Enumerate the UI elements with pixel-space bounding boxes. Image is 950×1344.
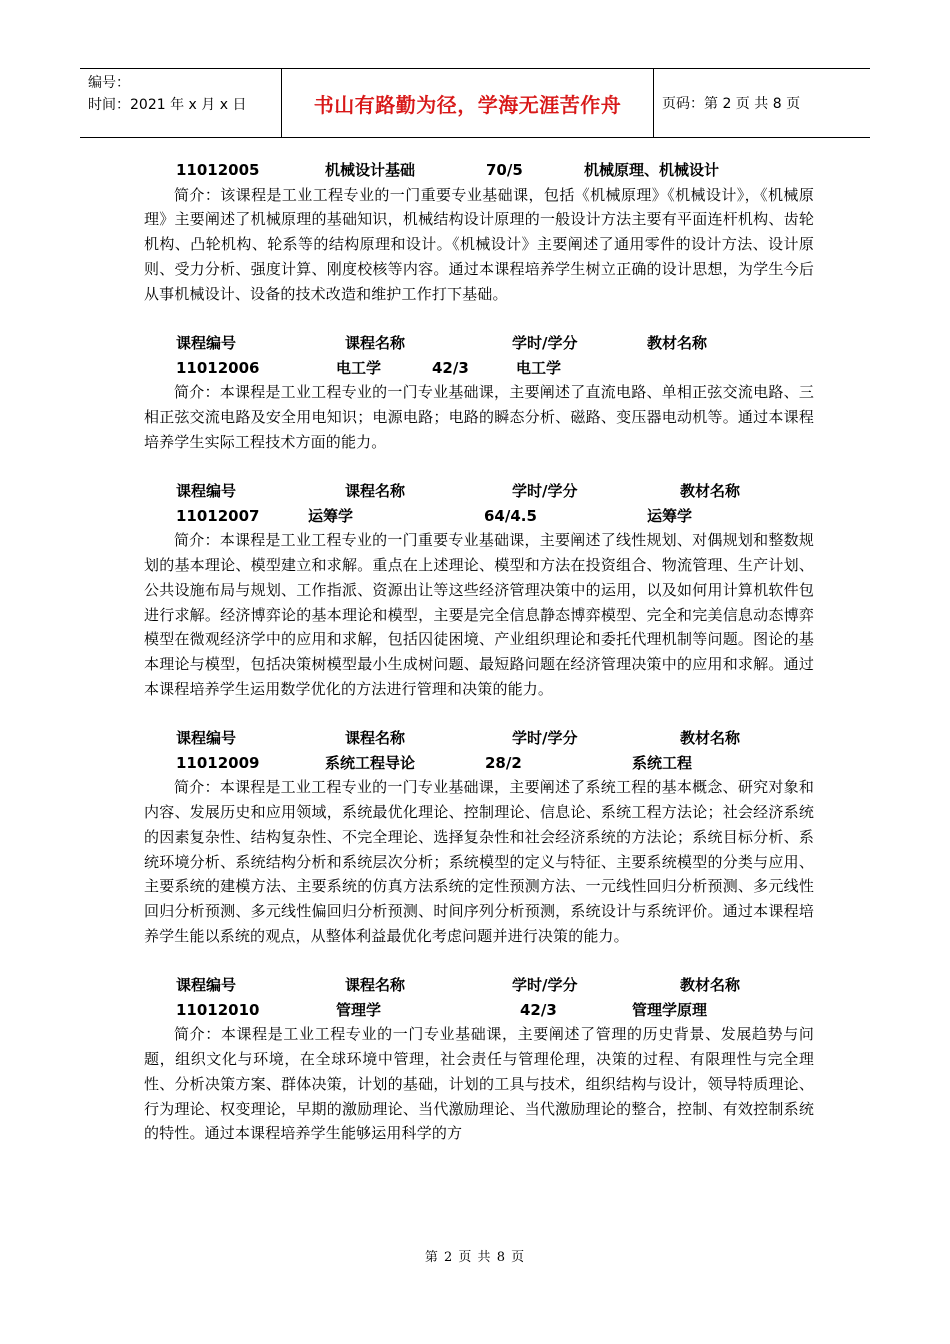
- course-column-headers: [144, 973, 814, 998]
- column-name-label: 课程名称: [345, 729, 406, 748]
- column-textbook-label: 教材名称: [647, 333, 708, 352]
- course-textbook: 管理学原理: [632, 1000, 708, 1019]
- course-name: 运筹学: [308, 506, 354, 525]
- course-entry: [144, 726, 814, 948]
- course-hours: 70/5: [486, 161, 523, 179]
- page-footer: 第 2 页 共 8 页: [424, 1250, 526, 1265]
- course-textbook: 系统工程: [632, 753, 693, 772]
- course-entry: [144, 331, 814, 454]
- column-hours-label: 学时/学分: [512, 729, 578, 748]
- course-column-headers: [144, 331, 814, 356]
- course-code: 11012005: [176, 161, 260, 179]
- column-textbook-label: 教材名称: [680, 729, 741, 748]
- course-intro: 简介：本课程是工业工程专业的一门专业基础课，主要阐述了管理的历史背景、发展趋势与问题，组织文化与环境，在全球环境中管理，社会责任与管理伦理，决策的过程、有限理性与完全理性、分析决策方案、群体决策，计划的基础，计划的工具与技术，组织结构与设计，领导特质理论、行为理论、权变理论，早期的激励理论、当代激励理论、当代激励理论的整合，控制、有效控制系统的特性。通过本课程培养学生能够运用科学的方: [144, 1025, 814, 1143]
- course-hours: 42/3: [432, 358, 469, 377]
- course-intro: 简介：本课程是工业工程专业的一门专业基础课，主要阐述了直流电路、单相正弦交流电路、三相正弦交流电路及安全用电知识；电源电路；电路的瞬态分析、磁路、变压器电动机等。通过本课程培养学生实际工程技术方面的能力。: [144, 383, 814, 451]
- course-textbook: 电工学: [516, 358, 562, 377]
- header-page-number: 页码：第 2 页 共 8 页: [662, 96, 801, 112]
- column-code-label: 课程编号: [176, 333, 237, 352]
- column-code-label: 课程编号: [176, 729, 237, 748]
- column-textbook-label: 教材名称: [680, 976, 741, 995]
- course-info-row: [144, 504, 814, 529]
- course-intro: 简介：本课程是工业工程专业的一门专业基础课，主要阐述了系统工程的基本概念、研究对象和内容、发展历史和应用领域，系统最优化理论、控制理论、信息论、系统工程方法论；社会经济系统的因素复杂性、结构复杂性、不完全理论、选择复杂性和社会经济系统的方法论；系统目标分析、系统环境分析、系统结构分析和系统层次分析；系统模型的定义与特征、主要系统模型的分类与应用、主要系统的建模方法、主要系统的仿真方法系统的定性预测方法、一元线性回归分析预测、多元线性回归分析预测、多元线性偏回归分析预测、时间序列分析预测，系统设计与系统评价。通过本课程培养学生能以系统的观点，从整体利益最优化考虑问题并进行决策的能力。: [144, 778, 814, 945]
- course-column-headers: [144, 479, 814, 504]
- column-name-label: 课程名称: [345, 333, 406, 352]
- course-textbook: 机械原理、机械设计: [584, 161, 720, 179]
- column-code-label: 课程编号: [176, 976, 237, 995]
- column-hours-label: 学时/学分: [512, 333, 578, 352]
- course-info-row: [144, 751, 814, 776]
- course-intro: 简介：本课程是工业工程专业的一门重要专业基础课，主要阐述了线性规划、对偶规划和整数规划的基本理论、模型建立和求解。重点在上述理论、模型和方法在投资组合、物流管理、生产计划、公共设施布局与规划、工作指派、资源出让等这些经济管理决策中的运用，以及如何用计算机软件包进行求解。经济博弈论的基本理论和模型，主要是完全信息静态博弈模型、完全和完美信息动态博弈模型在微观经济学中的应用和求解，包括囚徒困境、产业组织理论和委托代理机制等问题。图论的基本理论与模型，包括决策树模型最小生成树问题、最短路问题在经济管理决策中的应用和求解。通过本课程培养学生运用数学优化的方法进行管理和决策的能力。: [144, 531, 814, 698]
- course-info-row: [144, 356, 814, 381]
- column-name-label: 课程名称: [345, 482, 406, 501]
- column-hours-label: 学时/学分: [512, 482, 578, 501]
- course-name: 管理学: [336, 1000, 382, 1019]
- course-hours: 64/4.5: [484, 506, 537, 525]
- course-hours: 42/3: [520, 1000, 557, 1019]
- course-name: 机械设计基础: [325, 161, 416, 179]
- course-hours: 28/2: [485, 753, 522, 772]
- header-motto: 书山有路勤为径，学海无涯苦作舟: [282, 69, 654, 137]
- column-textbook-label: 教材名称: [680, 482, 741, 501]
- header-meta: [80, 69, 282, 137]
- course-column-headers: [144, 726, 814, 751]
- page-header: [80, 68, 870, 138]
- course-intro: 简介：该课程是工业工程专业的一门重要专业基础课，包括《机械原理》《机械设计》，《机械原理》主要阐述了机械原理的基础知识，机械结构设计原理的一般设计方法主要有平面连杆机构、齿轮机构、凸轮机构、轮系等的结构原理和设计。《机械设计》主要阐述了通用零件的设计方法、设计原则、受力分析、强度计算、刚度校核等内容。通过本课程培养学生树立正确的设计思想，为学生今后从事机械设计、设备的技术改造和维护工作打下基础。: [144, 185, 814, 303]
- course-code: 11012007: [176, 506, 260, 525]
- course-info-row: [144, 998, 814, 1023]
- course-code: 11012006: [176, 358, 260, 377]
- course-name: 系统工程导论: [325, 753, 416, 772]
- column-name-label: 课程名称: [345, 976, 406, 995]
- course-list: [144, 158, 814, 1146]
- column-code-label: 课程编号: [176, 482, 237, 501]
- course-name: 电工学: [336, 358, 382, 377]
- course-entry: [144, 479, 814, 701]
- date-label: 时间：2021 年 x 月 x 日: [88, 97, 247, 113]
- course-entry: [144, 158, 814, 306]
- course-entry: [144, 973, 814, 1146]
- course-info-row: [144, 158, 814, 183]
- number-label: 编号：: [88, 75, 130, 91]
- course-code: 11012010: [176, 1000, 260, 1019]
- course-code: 11012009: [176, 753, 260, 772]
- course-textbook: 运筹学: [647, 506, 693, 525]
- column-hours-label: 学时/学分: [512, 976, 578, 995]
